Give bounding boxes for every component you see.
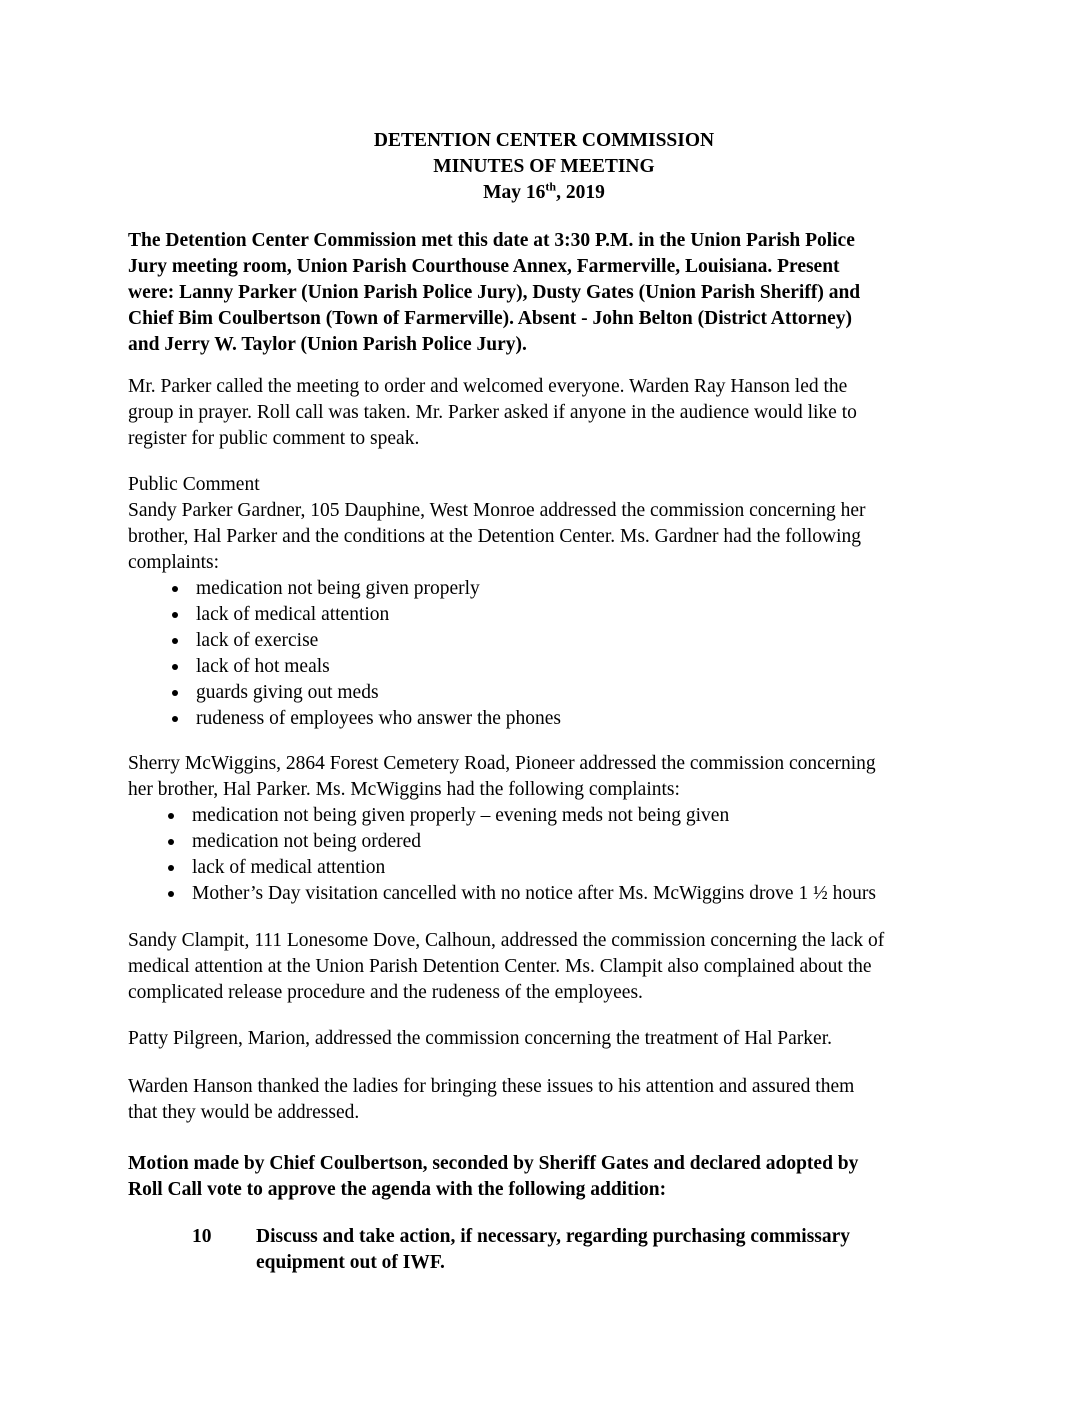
agenda-item-number: 10 bbox=[192, 1226, 212, 1247]
list-item: lack of medical attention bbox=[128, 855, 968, 881]
list-item: Mother’s Day visitation cancelled with no notice after Ms. McWiggins drove 1 ½ hours bbox=[128, 881, 968, 907]
opening-paragraph: Mr. Parker called the meeting to order and welcomed everyone. Warden Ray Hanson led the group in prayer. Roll call was taken. Mr. Parker asked if anyone in the audience would like to register for public comment to speak. bbox=[128, 376, 857, 449]
list-item: medication not being ordered bbox=[128, 829, 968, 855]
list-item: lack of medical attention bbox=[128, 602, 968, 628]
bullet-icon bbox=[168, 865, 174, 871]
list-item: rudeness of employees who answer the phones bbox=[128, 706, 968, 732]
meeting-date: May 16th, 2019 bbox=[483, 179, 605, 203]
hanson-paragraph: Warden Hanson thanked the ladies for bringing these issues to his attention and assured them that they would be addressed. bbox=[128, 1076, 855, 1123]
public-comment-section bbox=[128, 472, 968, 732]
bullet-icon bbox=[172, 690, 178, 696]
pilgreen-paragraph: Patty Pilgreen, Marion, addressed the commission concerning the treatment of Hal Parker. bbox=[128, 1028, 832, 1049]
bullet-icon bbox=[172, 716, 178, 722]
intro-paragraph: The Detention Center Commission met this date at 3:30 P.M. in the Union Parish Police Jury meeting room, Union Parish Courthouse Annex, Farmerville, Louisiana. Present were: Lanny Parker (Union Parish Police Jury), Dusty Gates (Union Parish Sheriff) and Chief Bim Coulbertson (Town of Farmerville). Absent - John Belton (District Attorney) and Jerry W. Taylor (Union Parish Police Jury). bbox=[128, 230, 861, 355]
commission-title: DETENTION CENTER COMMISSION bbox=[373, 130, 715, 151]
bullet-icon bbox=[172, 586, 178, 592]
clampit-paragraph: Sandy Clampit, 111 Lonesome Dove, Calhoun, addressed the commission concerning the lack of medical attention at the Union Parish Detention Center. Ms. Clampit also complained about the complicated release procedure and the rudeness of the employees. bbox=[128, 930, 885, 1003]
bullet-icon bbox=[168, 839, 174, 845]
gardner-complaints-list bbox=[128, 576, 968, 732]
list-item: medication not being given properly – evening meds not being given bbox=[128, 803, 968, 829]
bullet-icon bbox=[172, 612, 178, 618]
document-header bbox=[0, 128, 1088, 206]
minutes-title: MINUTES OF MEETING bbox=[433, 156, 655, 177]
mcwiggins-section bbox=[128, 751, 968, 907]
bullet-icon bbox=[168, 813, 174, 819]
list-item: medication not being given properly bbox=[128, 576, 968, 602]
bullet-icon bbox=[172, 664, 178, 670]
mcwiggins-complaints-list bbox=[128, 803, 968, 907]
agenda-item-text: Discuss and take action, if necessary, regarding purchasing commissary equipment out of IWF. bbox=[256, 1226, 851, 1273]
bullet-icon bbox=[172, 638, 178, 644]
public-comment-heading: Public Comment bbox=[128, 474, 260, 495]
list-item: lack of hot meals bbox=[128, 654, 968, 680]
motion-paragraph: Motion made by Chief Coulbertson, seconded by Sheriff Gates and declared adopted by Roll Call vote to approve the agenda with the following addition: bbox=[128, 1153, 859, 1200]
mcwiggins-paragraph: Sherry McWiggins, 2864 Forest Cemetery Road, Pioneer addressed the commission concerning her brother, Hal Parker. Ms. McWiggins had the following complaints: bbox=[128, 753, 876, 800]
bullet-icon bbox=[168, 891, 174, 897]
list-item: lack of exercise bbox=[128, 628, 968, 654]
list-item: guards giving out meds bbox=[128, 680, 968, 706]
gardner-paragraph: Sandy Parker Gardner, 105 Dauphine, West Monroe addressed the commission concerning her brother, Hal Parker and the conditions at the Detention Center. Ms. Gardner had the following complaints: bbox=[128, 500, 866, 573]
